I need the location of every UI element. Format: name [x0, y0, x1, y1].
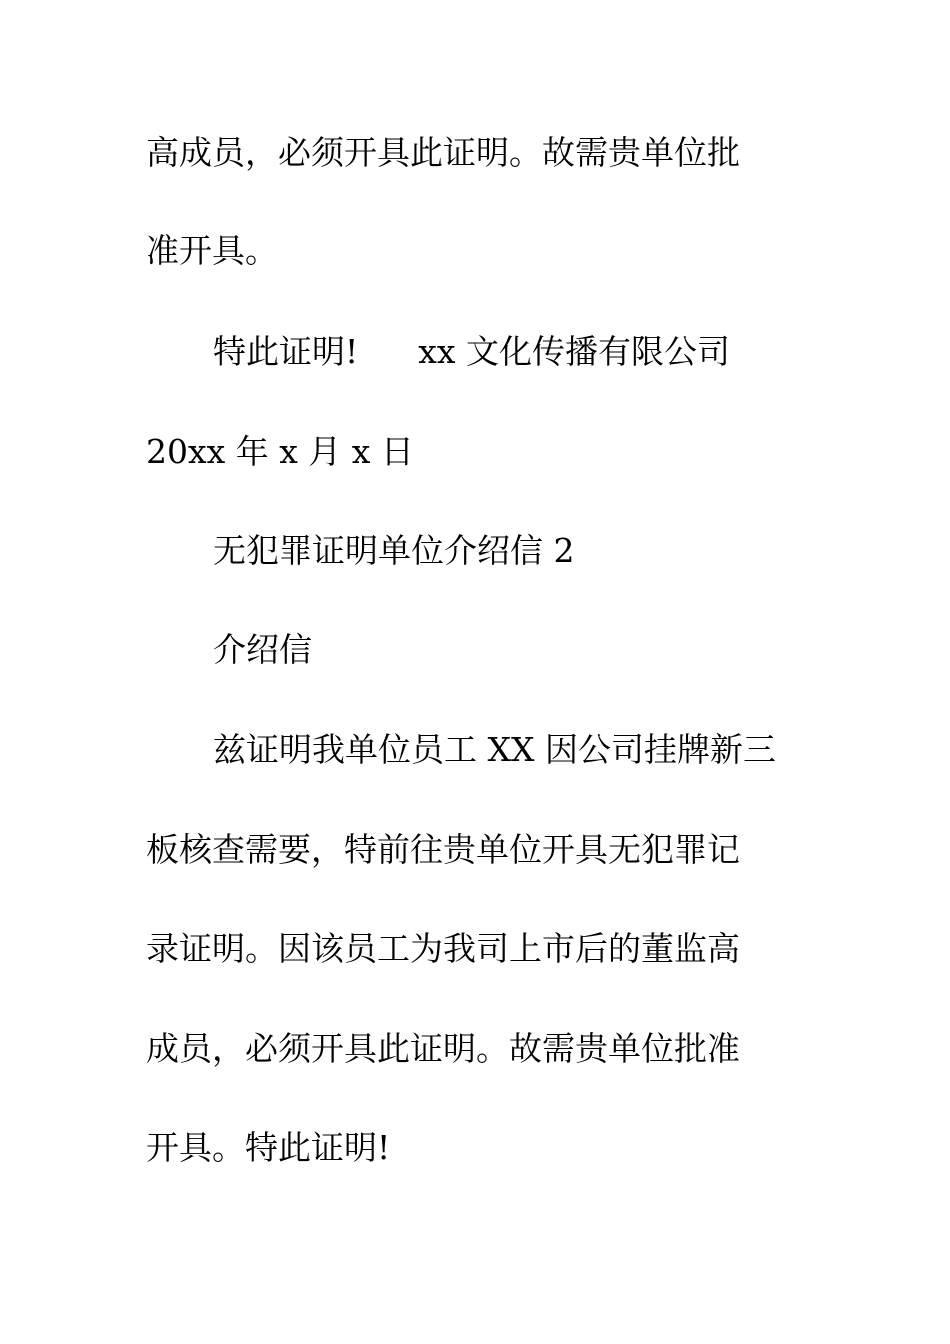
- paragraph-line: 录证明。因该员工为我司上市后的董监高: [146, 929, 740, 968]
- closing-statement: 特此证明!: [213, 332, 359, 371]
- letter-title: 介绍信: [213, 630, 312, 669]
- paragraph-line: 成员，必须开具此证明。故需贵单位批准: [146, 1029, 740, 1068]
- section-heading: 无犯罪证明单位介绍信 2: [213, 531, 575, 570]
- company-name: xx 文化传播有限公司: [418, 332, 730, 371]
- paragraph-line: 开具。特此证明!: [146, 1128, 391, 1167]
- date-line: 20xx 年 x 月 x 日: [146, 432, 414, 471]
- paragraph-line: 兹证明我单位员工 XX 因公司挂牌新三: [213, 730, 776, 769]
- paragraph-line: 准开具。: [146, 231, 278, 270]
- paragraph-line: 板核查需要，特前往贵单位开具无犯罪记: [146, 830, 740, 869]
- closing-line: [213, 332, 730, 372]
- paragraph-line: 高成员，必须开具此证明。故需贵单位批: [146, 133, 740, 172]
